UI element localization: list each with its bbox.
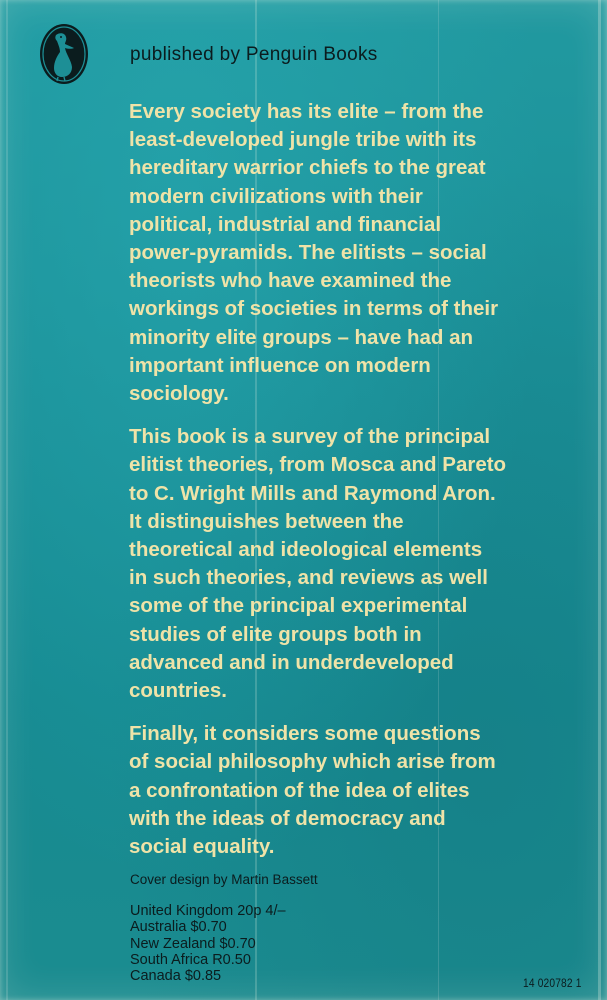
- blurb-line: a confrontation of the idea of elites: [129, 778, 470, 802]
- blurb-line: hereditary warrior chiefs to the great: [129, 156, 486, 180]
- blurb-line: power-pyramids. The elitists – social: [129, 241, 487, 265]
- price-list: [130, 903, 286, 984]
- blurb-line: important influence on modern: [129, 353, 431, 377]
- pelican-logo-icon: [38, 22, 90, 86]
- blurb-line: in such theories, and reviews as well: [129, 566, 488, 590]
- publisher-line: published by Penguin Books: [130, 44, 378, 65]
- blurb-line: Every society has its elite – from the: [129, 100, 484, 123]
- blurb-paragraph-3: [129, 720, 579, 861]
- blurb-line: Finally, it considers some questions: [129, 722, 481, 746]
- blurb-line: elitist theories, from Mosca and Pareto: [129, 453, 507, 477]
- blurb-line: theorists who have examined the: [129, 269, 452, 293]
- blurb-line: modern civilizations with their: [129, 184, 423, 208]
- blurb-line: sociology.: [129, 382, 229, 406]
- price-item: Canada $0.85: [130, 968, 222, 985]
- blurb-paragraph-2: [129, 423, 579, 705]
- blurb-line: social equality.: [129, 835, 275, 859]
- blurb-line: theoretical and ideological elements: [129, 538, 483, 562]
- blurb-line: workings of societies in terms of their: [129, 297, 499, 321]
- blurb-paragraph-1: [129, 98, 579, 408]
- blurb-text: [129, 98, 579, 876]
- blurb-line: minority elite groups – have had an: [129, 325, 474, 349]
- blurb-line: studies of elite groups both in: [129, 622, 422, 646]
- price-item: Australia $0.70: [130, 919, 227, 936]
- blurb-line: least-developed jungle tribe with its: [129, 128, 477, 152]
- blurb-line: to C. Wright Mills and Raymond Aron.: [129, 481, 496, 505]
- isbn-number: 14 020782 1: [523, 976, 582, 990]
- blurb-line: advanced and in underdeveloped: [129, 650, 454, 674]
- price-item: United Kingdom 20p 4/–: [130, 903, 286, 919]
- blurb-line: countries.: [129, 679, 227, 703]
- blurb-line: some of the principal experimental: [129, 594, 468, 618]
- blurb-line: with the ideas of democracy and: [129, 806, 446, 830]
- price-item: New Zealand $0.70: [130, 935, 256, 952]
- cover-design-credit: Cover design by Martin Bassett: [130, 872, 318, 887]
- blurb-line: It distinguishes between the: [129, 509, 404, 533]
- price-item: South Africa R0.50: [130, 951, 251, 968]
- blurb-line: This book is a survey of the principal: [129, 425, 491, 449]
- blurb-line: political, industrial and financial: [129, 212, 442, 236]
- blurb-line: of social philosophy which arise from: [129, 750, 496, 774]
